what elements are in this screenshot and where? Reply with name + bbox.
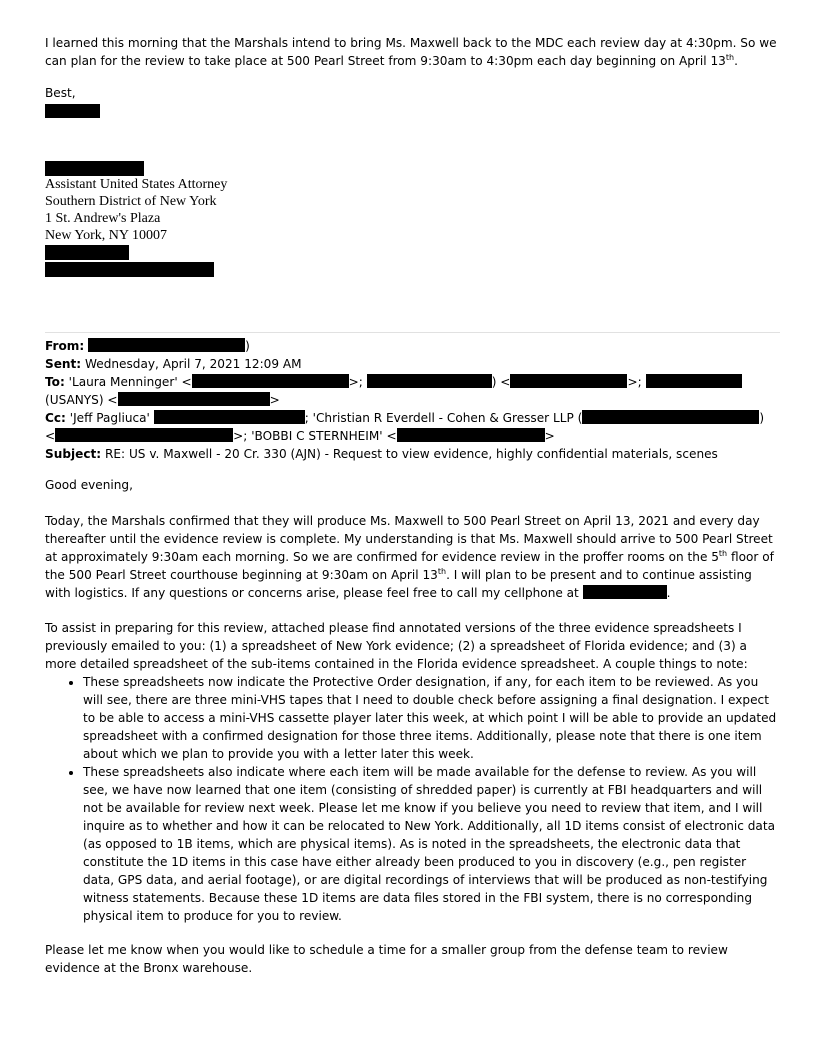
list-item: • These spreadsheets now indicate the Protective Order designation, if any, for each item to be reviewed. As you will see, there are three mini-VHS tapes that I need to double check before assigning a final designation. I expect to be able to access a mini-VHS cassette player later this week, at which point I will be able to provide an updated spreadsheet with a confirmed designation for those three items. Additionally, please note that there is one item about which we plan to provide you with a letter later this week. — [83, 673, 780, 763]
signature-city: New York, NY 10007 — [45, 228, 167, 243]
signature-office: Southern District of New York — [45, 194, 217, 209]
redaction-cc-1 — [154, 410, 305, 424]
redaction-signature-phone — [45, 245, 129, 260]
signature-street: 1 St. Andrew's Plaza — [45, 211, 161, 226]
divider — [45, 332, 780, 333]
body-paragraph-3: Please let me know when you would like to schedule a time for a smaller group from the defense team to review evidence at the Bronx warehouse. — [45, 943, 728, 975]
redaction-sender-name — [45, 104, 100, 118]
list-item: • These spreadsheets also indicate where each item will be made available for the defense to review. As you will see, we have now learned that one item (consisting of shredded paper) is currently at FBI headquarters and will not be available for review next week. Please let me know if you believe you need to review that item, and I will inquire as to whether and how it can be relocated to New York. Additionally, all 1D items consist of electronic data (as opposed to 1B items, which are physical items). As is noted in the spreadsheets, the electronic data that constitute the 1D items in this case have either already been produced to you in discovery (e.g., pen register data, GPS data, and aerial footage), or are digital recordings of interviews that will be produced as non-testifying witness statements. Because these 1D items are data files stored in the FBI system, there is no corresponding physical item to produce for you to review. — [83, 763, 780, 925]
redaction-to-1 — [192, 374, 349, 388]
signature-block — [45, 161, 780, 277]
redaction-signature-email — [45, 262, 214, 277]
body-paragraph-1: Today, the Marshals confirmed that they will produce Ms. Maxwell to 500 Pearl Street on April 13, 2021 and every day thereafter until the evidence review is complete. My understanding is that Ms. Maxwell should arrive to 500 Pearl Street at approximately 9:30am each morning. So we are confirmed for evidence review in the proffer rooms on the 5th floor of the 500 Pearl Street courthouse beginning at 9:30am on April 13th. I will plan to be present and to continue assisting with logistics. If any questions or concerns arise, please feel free to call my cellphone at . — [45, 514, 774, 600]
redaction-signature-name — [45, 161, 144, 176]
header-sent: Sent: Wednesday, April 7, 2021 12:09 AM — [45, 357, 302, 371]
header-cc: Cc: 'Jeff Pagliuca' ; 'Christian R Everdell - Cohen & Gresser LLP ( ) — [45, 411, 765, 425]
header-to-cont: (USANYS) < > — [45, 393, 280, 407]
redaction-to-2 — [367, 374, 492, 388]
redaction-from — [88, 338, 245, 352]
header-from: From: ) — [45, 339, 250, 353]
header-cc-cont: < >; 'BOBBI C STERNHEIM' < > — [45, 429, 555, 443]
email-header — [45, 337, 780, 463]
notes-list — [45, 673, 780, 925]
redaction-cellphone — [583, 585, 667, 599]
redaction-cc-2 — [582, 410, 759, 424]
header-to: To: 'Laura Menninger' < >; ) < >; — [45, 373, 780, 391]
redaction-cc-4 — [397, 428, 545, 442]
redaction-to-4 — [646, 374, 742, 388]
redaction-to-5 — [118, 392, 270, 406]
email-page — [45, 34, 780, 977]
signature-title: Assistant United States Attorney — [45, 177, 228, 192]
intro-paragraph: I learned this morning that the Marshals intend to bring Ms. Maxwell back to the MDC each review day at 4:30pm. So we can plan for the review to take place at 500 Pearl Street from 9:30am to 4:30pm each day beginning on April 13th. — [45, 36, 777, 68]
closing: Best, — [45, 86, 76, 100]
redaction-to-3 — [510, 374, 627, 388]
body-paragraph-2: To assist in preparing for this review, attached please find annotated versions of the three evidence spreadsheets I previously emailed to you: (1) a spreadsheet of New York evidence; (2) a spreadsheet of Florida evidence; and (3) a more detailed spreadsheet of the sub-items contained in the Florida evidence spreadsheet. A couple things to note: — [45, 621, 748, 671]
greeting: Good evening, — [45, 478, 133, 492]
header-subject: Subject: RE: US v. Maxwell - 20 Cr. 330 (AJN) - Request to view evidence, highly confidential materials, scenes — [45, 447, 718, 461]
redaction-cc-3 — [55, 428, 233, 442]
